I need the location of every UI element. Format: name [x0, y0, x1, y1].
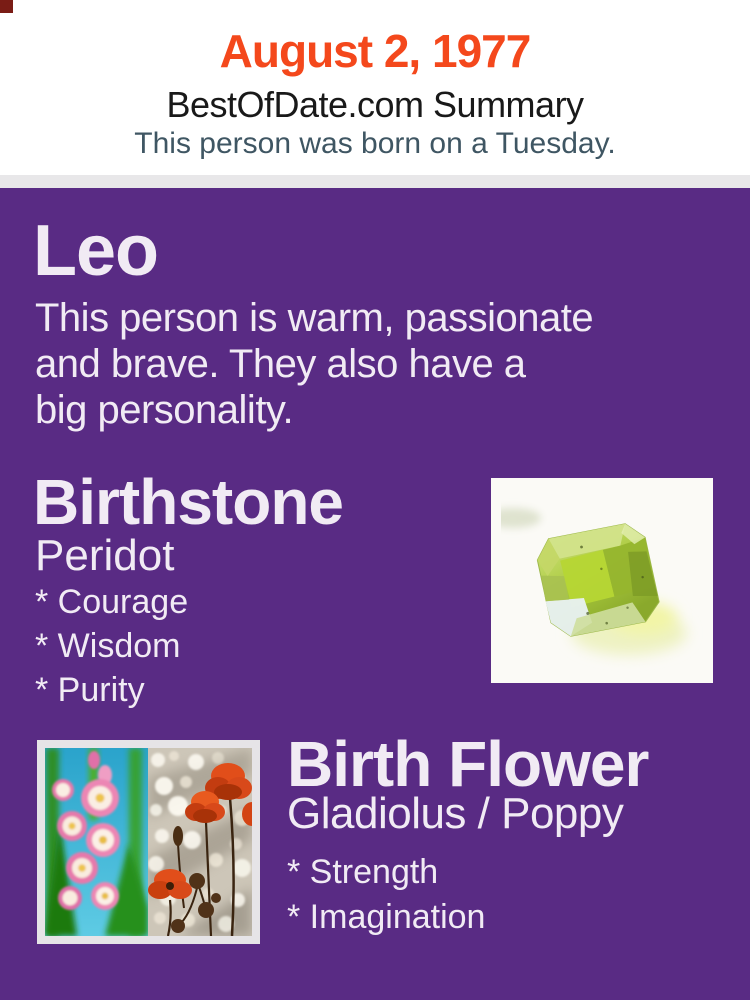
birthstone-trait: * Wisdom: [35, 627, 181, 665]
peridot-gem-icon: [501, 488, 703, 673]
born-weekday-line: This person was born on a Tuesday.: [134, 127, 616, 160]
header-divider: [0, 175, 750, 188]
zodiac-description: [35, 295, 593, 433]
corner-mark: [0, 0, 13, 13]
birthstone-trait: * Courage: [35, 583, 189, 621]
birthstone-trait-list: [35, 580, 188, 712]
birth-flower-trait: * Strength: [287, 853, 439, 891]
zodiac-description-line: big personality.: [35, 388, 294, 432]
peridot-photo: [491, 478, 713, 683]
zodiac-description-line: and brave. They also have a: [35, 342, 526, 386]
birth-flower-photo: [37, 740, 260, 944]
birth-flower-heading: Birth Flower: [287, 728, 649, 800]
site-summary-subtitle: BestOfDate.com Summary: [166, 84, 584, 125]
poppy-half: [148, 748, 252, 936]
page-title-date: August 2, 1977: [219, 25, 531, 77]
birth-flower-name: Gladiolus / Poppy: [287, 789, 624, 838]
birth-flower-trait-list: [287, 850, 485, 940]
details-section: [0, 188, 750, 1000]
birthstone-name: Peridot: [35, 531, 175, 580]
birthstone-trait: * Purity: [35, 671, 145, 709]
zodiac-description-line: This person is warm, passionate: [35, 296, 594, 340]
birthstone-heading: Birthstone: [33, 466, 343, 538]
birth-flower-trait: * Imagination: [287, 898, 486, 936]
gladiolus-poppy-icon: [45, 748, 252, 936]
gladiolus-half: [45, 748, 148, 936]
zodiac-sign-heading: Leo: [33, 211, 159, 291]
